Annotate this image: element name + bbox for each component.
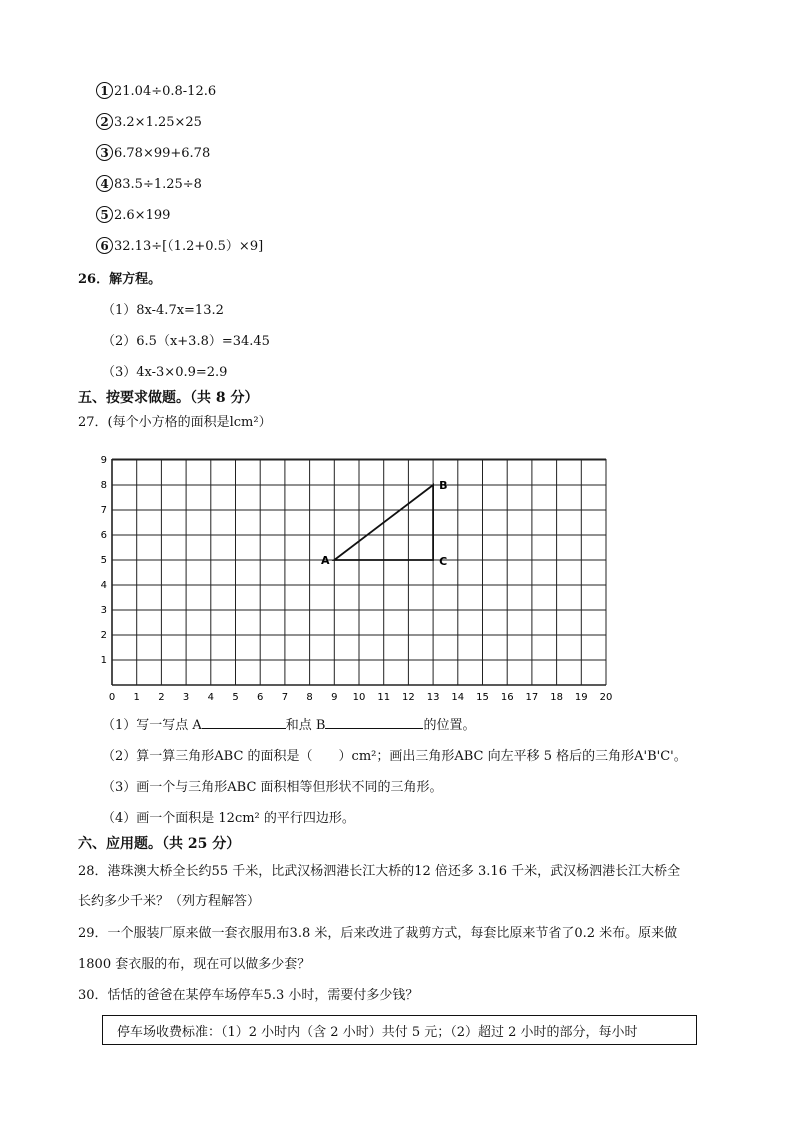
point-b-answer-blank[interactable] <box>325 716 423 729</box>
y-axis-labels <box>101 455 107 666</box>
q25-expression-5: 2.6×199 <box>114 208 171 223</box>
circled-number-6: 6 <box>96 237 113 254</box>
q25-item-6 <box>96 237 263 256</box>
q25-item-5 <box>96 206 170 225</box>
q30-title: 30．恬恬的爸爸在某停车场停车5.3 小时，需要付多少钱？ <box>78 988 419 1003</box>
coordinate-grid <box>92 450 622 702</box>
x-tick-label: 10 <box>352 692 366 702</box>
y-tick-label: 8 <box>100 480 107 491</box>
parking-fee-box <box>102 1015 697 1045</box>
q27-sub3: （3）画一个与三角形ABC 面积相等但形状不同的三角形。 <box>102 780 443 795</box>
q25-expression-1: 21.04÷0.8-12.6 <box>114 84 217 99</box>
x-axis-labels <box>109 692 613 702</box>
x-tick-label: 17 <box>525 692 539 702</box>
x-tick-label: 16 <box>500 692 514 702</box>
x-tick-label: 11 <box>377 692 391 702</box>
circled-number-5: 5 <box>96 206 113 223</box>
x-tick-label: 7 <box>281 692 289 702</box>
q25-item-4 <box>96 175 202 194</box>
x-tick-label: 12 <box>402 692 415 702</box>
x-tick-label: 6 <box>257 692 264 702</box>
q25-item-1 <box>96 82 216 101</box>
q28-line-1: 28．港珠澳大桥全长约55 千米，比武汉杨泗港长江大桥的12 倍还多 3.16 千米，武汉杨泗港长江大桥全 <box>78 864 681 879</box>
q26-title: 26．解方程。 <box>78 272 162 287</box>
y-tick-label: 5 <box>100 555 107 566</box>
q27-title: 27．(每个小方格的面积是lcm²） <box>78 415 272 430</box>
q28-line-2: 长约多少千米？（列方程解答） <box>78 894 261 909</box>
q27-sub1-text-c: 的位置。 <box>423 718 476 733</box>
q27-sub1-text-a: （1）写一写点 A <box>102 718 202 733</box>
x-tick-label: 13 <box>426 692 440 702</box>
x-tick-label: 5 <box>232 692 239 702</box>
q27-sub4: （4）画一个面积是 12cm² 的平行四边形。 <box>102 811 355 826</box>
y-tick-label: 2 <box>100 630 107 641</box>
y-tick-label: 9 <box>100 455 107 466</box>
point-a-answer-blank[interactable] <box>202 716 286 729</box>
x-tick-label: 0 <box>108 692 116 702</box>
y-tick-label: 3 <box>100 605 107 616</box>
y-tick-label: 7 <box>100 505 107 516</box>
q27-sub1 <box>102 716 476 735</box>
q26-equation-3: （3）4x-3×0.9=2.9 <box>102 365 228 380</box>
x-tick-label: 19 <box>574 692 588 702</box>
point-label-a: A <box>321 554 330 567</box>
circled-number-2: 2 <box>96 113 113 130</box>
x-tick-label: 1 <box>133 692 140 702</box>
x-tick-label: 8 <box>306 692 313 702</box>
q26-equation-2: （2）6.5（x+3.8）=34.45 <box>102 334 270 349</box>
grid-lines <box>112 459 606 685</box>
x-tick-label: 20 <box>599 692 613 702</box>
x-tick-label: 2 <box>158 692 165 702</box>
y-tick-label: 6 <box>100 530 107 541</box>
x-tick-label: 4 <box>207 692 214 702</box>
point-label-b: B <box>439 479 448 492</box>
x-tick-label: 9 <box>331 692 338 702</box>
q25-expression-2: 3.2×1.25×25 <box>114 115 202 130</box>
section-5-heading: 五、按要求做题。（共 8 分） <box>78 390 259 406</box>
x-tick-label: 18 <box>550 692 563 702</box>
y-tick-label: 4 <box>100 580 107 591</box>
section-6-heading: 六、应用题。（共 25 分） <box>78 836 241 852</box>
q25-item-3 <box>96 144 210 163</box>
circled-number-1: 1 <box>96 82 113 99</box>
q29-line-1: 29．一个服装厂原来做一套衣服用布3.8 米，后来改进了裁剪方式，每套比原来节省了0.2 米布。原来做 <box>78 926 678 941</box>
x-tick-label: 15 <box>476 692 489 702</box>
q27-sub1-text-b: 和点 B <box>285 718 326 733</box>
parking-fee-standard: 停车场收费标准：（1）2 小时内（含 2 小时）共付 5 元；（2）超过 2 小时的部分，每小时 <box>117 1025 638 1040</box>
q25-item-2 <box>96 113 202 132</box>
q25-expression-6: 32.13÷[（1.2+0.5）×9] <box>114 239 264 254</box>
circled-number-3: 3 <box>96 144 113 161</box>
x-tick-label: 14 <box>451 692 465 702</box>
y-tick-label: 1 <box>100 655 107 666</box>
q27-sub2: （2）算一算三角形ABC 的面积是（ ）cm²；画出三角形ABC 向左平移 5 格后的三角形A'B'C'。 <box>102 749 687 764</box>
circled-number-4: 4 <box>96 175 113 192</box>
q29-line-2: 1800 套衣服的布，现在可以做多少套？ <box>78 957 311 972</box>
point-label-c: C <box>439 555 448 568</box>
q25-expression-3: 6.78×99+6.78 <box>114 146 211 161</box>
q25-expression-4: 83.5÷1.25÷8 <box>114 177 202 192</box>
x-tick-label: 3 <box>182 692 190 702</box>
q26-equation-1: （1）8x-4.7x=13.2 <box>102 303 224 318</box>
